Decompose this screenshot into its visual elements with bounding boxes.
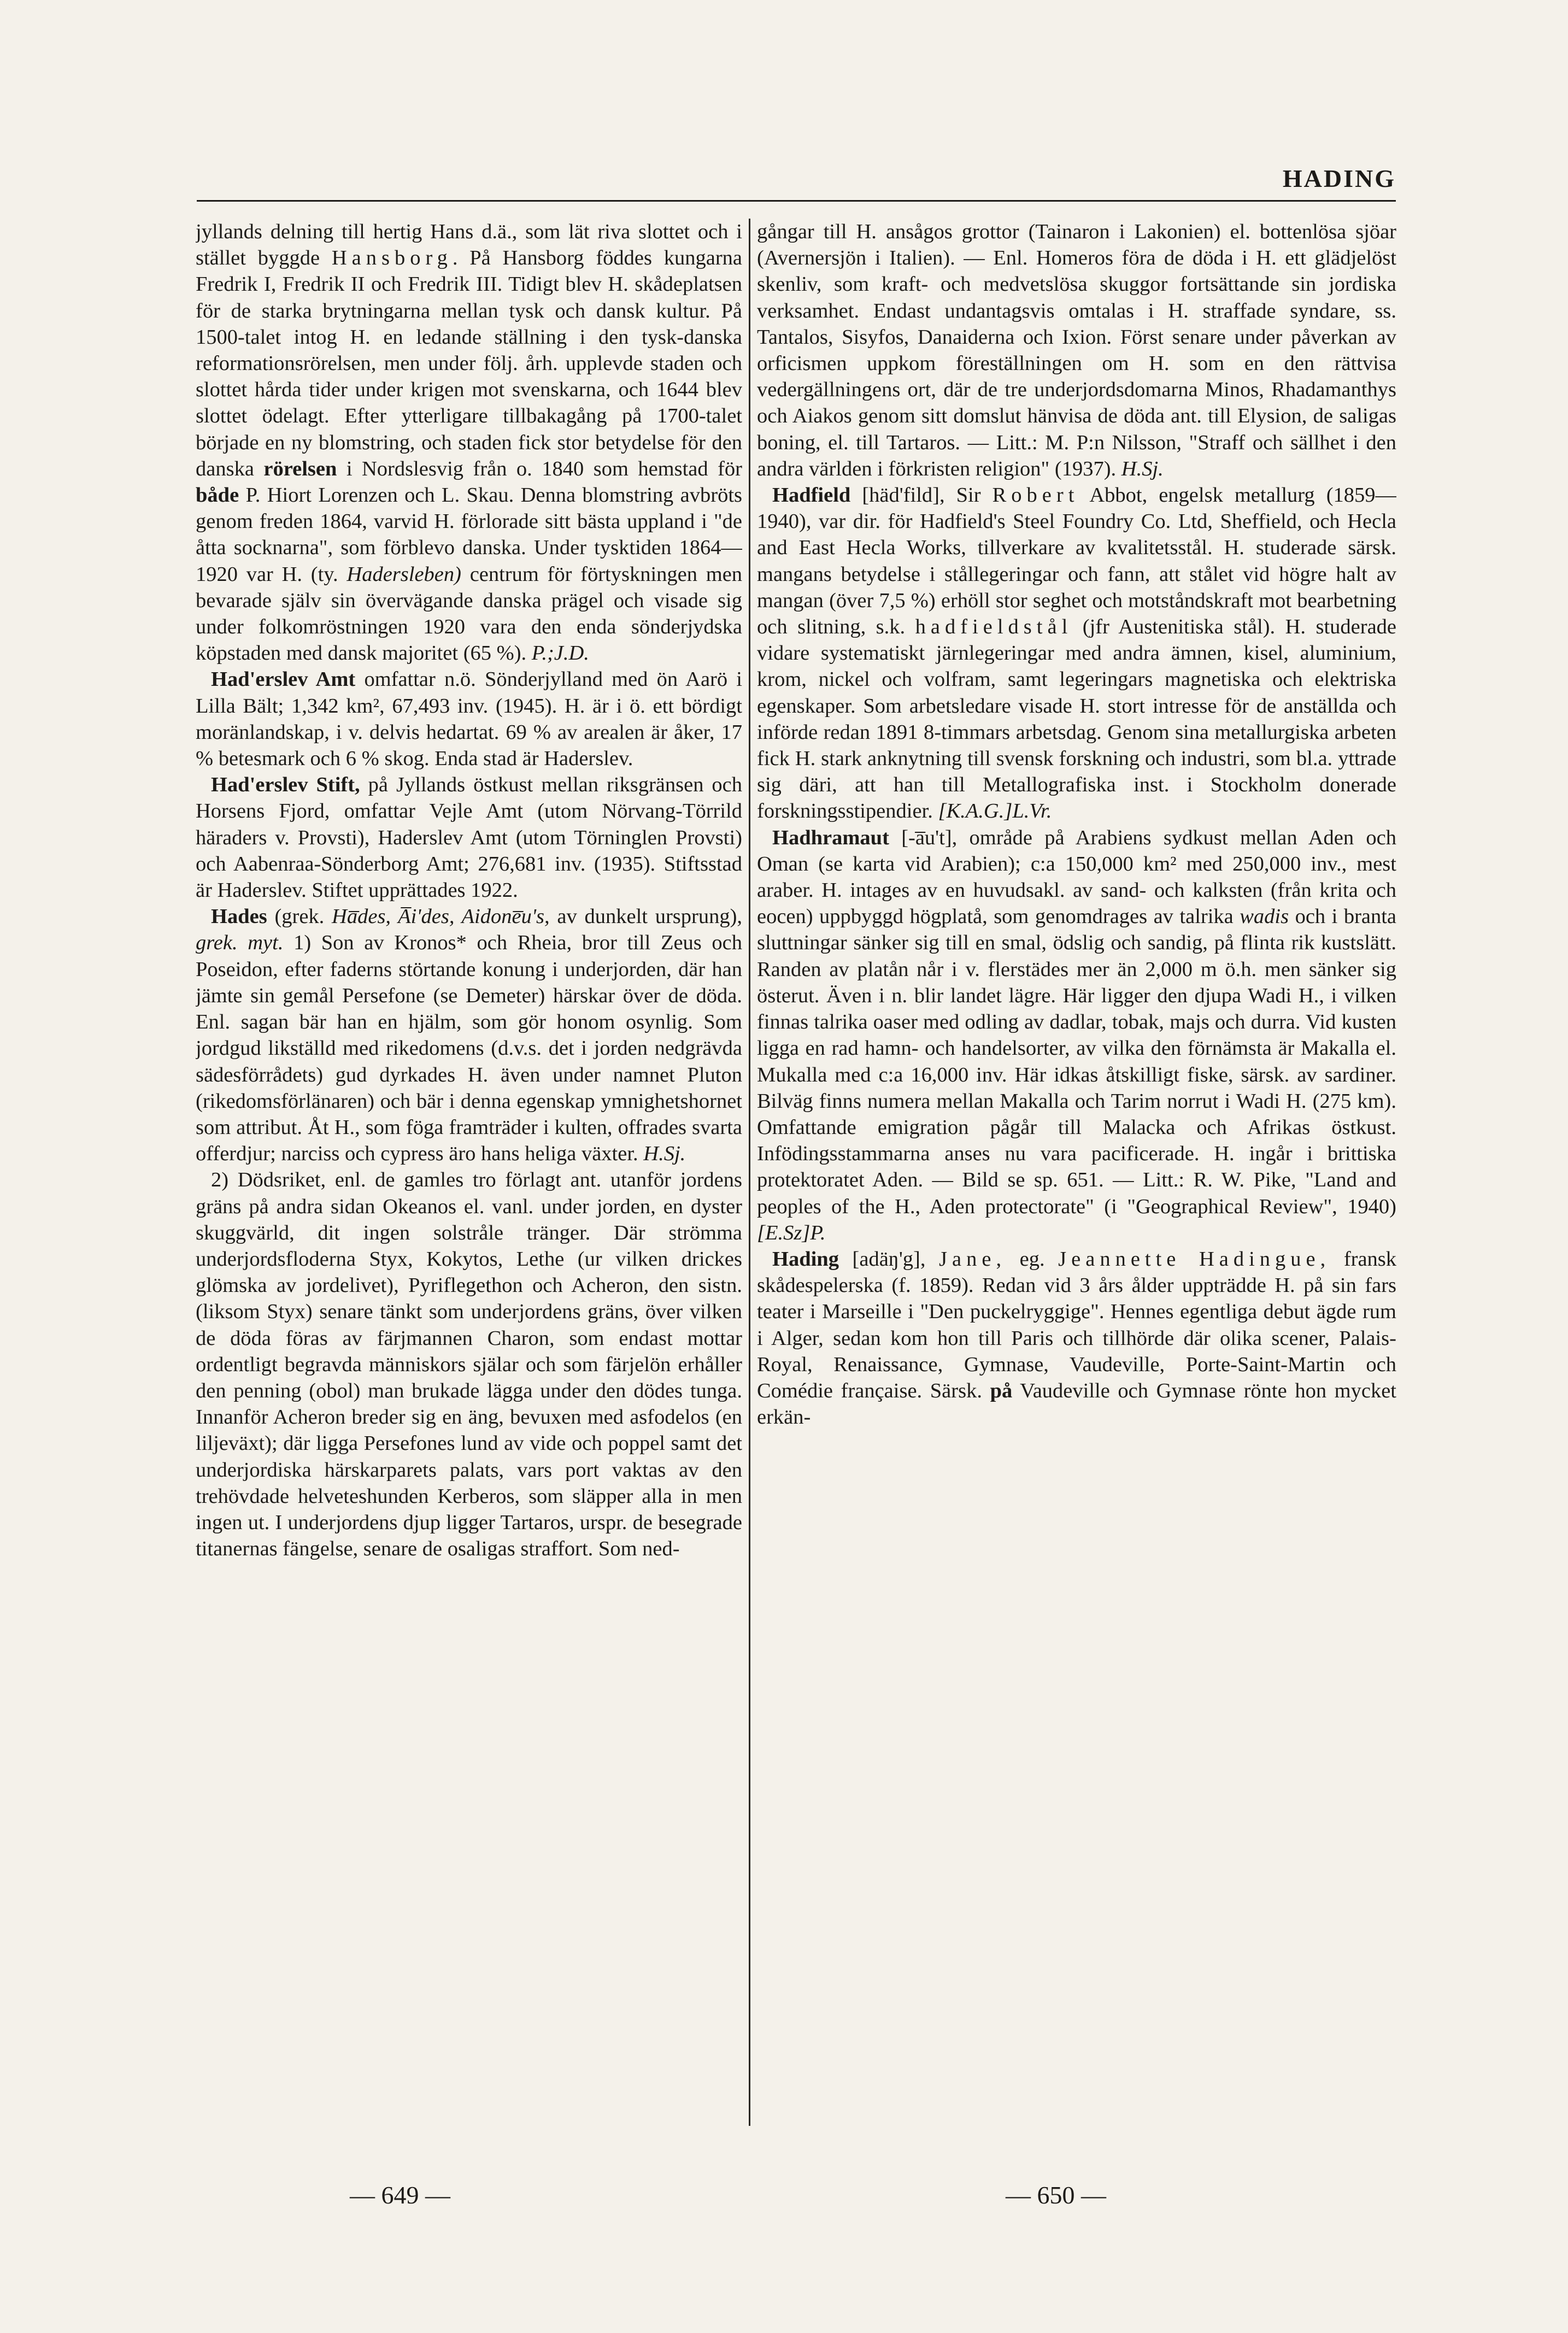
author-signature: [E.Sz]P.: [757, 1221, 826, 1244]
entry-text: och i branta sluttningar sänker sig till en smal, ödslig och sandig, på flinta rik kustslätt. Randen av platån når i v. flerstädes mer än 2,000 m ö.h. men sänker sig österut. Även i n. blir landet lägre. Här ligger den djupa Wadi H., i vilken finnas talrika oaser med odling av dadlar, tobak, majs och durra. Vid kusten ligga en rad hamn- och handelsorter, av vilka den förnämsta är Makalla el. Mukalla med c:a 16,000 inv. Här idkas åtskilligt fiske, särsk. av sardiner. Bilväg finns numera mellan Makalla och Tarim norrut i Wadi H. (275 km). Omfattande emigration pågår till Malacka och Afrikas östkust. Infödingsstammarna anses nu vara pacificerade. H. ingår i brittiska protektoratet Aden. — Bild se sp. 651. — Litt.: R. W. Pike, "Land and peoples of the H., Aden protectorate" (i "Geographical Review", 1940): [757, 905, 1396, 1218]
entry-text: på Jyllands östkust mellan riksgränsen och Horsens Fjord, omfattar Vejle Amt (utom Nörvang-Törrild häraders v. Provsti), Haderslev Amt (utom Törninglen Provsti) och Aabenraa-Sönderborg Amt; 276,681 inv. (1935). Stiftsstad är Haderslev. Stiftet upprättades 1922.: [196, 773, 742, 902]
entry-haderslev-continued: [196, 219, 742, 666]
italic-term: grek. myt.: [196, 931, 284, 955]
spaced-term: hadfieldstål: [915, 615, 1073, 639]
entry-text: (jfr Austenitiska stål). H. studerade vidare systematiskt järnlegeringar med andra ämnen, kisel, aluminium, krom, nickel och volfram, samt legeringars magnetiska och elektriska egenskaper. Som arbetsledare visade H. stort intresse för de anställda och införde redan 1891 8-timmars arbetsdag. Genom sina metallurgiska arbeten fick H. stark anknytning till svensk forskning och industri, som bl.a. yttrade sig däri, att han till Metallografiska inst. i Stockholm donerade forskningsstipendier.: [757, 615, 1396, 823]
left-column: [196, 219, 742, 2148]
right-column: [757, 219, 1396, 2148]
entry-text: 1) Son av Kronos* och Rheia, bror till Zeus och Poseidon, efter faderns störtande konung i underjorden, där han jämte sin gemål Persefone (se Demeter) härskar över de döda. Enl. sagan bär han en hjälm, som gör honom osynlig. Som jordgud likställd med rikedomens (d.v.s. det i jorden nedgrävda sädesförrådets) gud dyrkades H. även under namnet Pluton (rikedomsförlänaren) och bär i denna egenskap ymnighetshornet som attribut. Åt H., som föga framträder i kulten, offrades svarta offerdjur; narciss och cypress äro hans heliga växter.: [196, 931, 742, 1166]
entry-text: jyllands delning till hertig Hans d.ä., som lät riva slottet och i stället byggde: [196, 220, 742, 270]
bold-term: rörelsen: [263, 457, 337, 480]
author-signature: [K.A.G.]L.Vr.: [938, 800, 1052, 823]
spaced-term: Jeannette Hadingue,: [1058, 1247, 1331, 1271]
entry-headword: Hades: [211, 905, 267, 929]
italic-term: Hadersleben): [347, 562, 461, 586]
entry-text: [-a̅u't], område på Arabiens sydkust mellan Aden och Oman (se karta vid Arabien); c:a 150,000 km² med 250,000 inv., mest araber. H. intages av en huvudsakl. av sand- och kalksten (från krita och eocen) uppbyggd högplatå, som genomdrages av talrika: [757, 826, 1396, 929]
bold-term: på: [990, 1379, 1013, 1402]
page-number-right: — 650 —: [1006, 2181, 1106, 2209]
entry-hades-2: [196, 1167, 742, 1562]
author-signature: H.Sj.: [1121, 457, 1164, 480]
entry-headword: Hadfield: [772, 484, 851, 507]
entry-text: eg.: [1019, 1247, 1045, 1271]
page-number-left: — 649 —: [350, 2181, 450, 2209]
header-rule: [197, 200, 1396, 202]
entry-headword: Hadhramaut: [772, 826, 889, 849]
entry-hades: [196, 903, 742, 1167]
entry-text: av dunkelt ursprung),: [557, 905, 742, 929]
entry-text: [häd'fild], Sir: [862, 484, 981, 507]
entry-haderslev-stift: [196, 772, 742, 903]
entry-text: P. Hiort Lorenzen och L. Skau. Denna blomstring avbröts genom freden 1864, varvid H. förlorade sitt bästa uppland i "de åtta socknarna", som förblevo danska. Under tysktiden 1864—1920 var H. (ty.: [196, 484, 742, 586]
entry-text: fransk skådespelerska (f. 1859). Redan vid 3 års ålder uppträdde H. på sin fars teater i Marseille i "Den puckelryggige". Hennes egentliga debut ägde rum i Alger, sedan kom hon till Paris och tillhörde där olika scener, Palais-Royal, Renaissance, Gymnase, Vaudeville, Porte-Saint-Martin och Comédie française. Särsk.: [757, 1247, 1396, 1402]
running-head: HADING: [1282, 164, 1396, 192]
entry-text: i Nordslesvig från o. 1840 som hemstad för: [346, 457, 742, 480]
entry-hading: [757, 1246, 1396, 1430]
column-divider: [749, 219, 750, 2126]
entry-text: (grek.: [274, 905, 325, 929]
entry-text: centrum för förtyskningen men bevarade själv sin övervägande danska prägel och visade sig under folkomröstningen 1920 vara den enda sönderjydska köpstaden med dansk majoritet (65 %).: [196, 562, 742, 665]
entry-hadhramaut: [757, 825, 1396, 1246]
entry-hades-continued: [757, 219, 1396, 482]
bold-term: både: [196, 484, 239, 507]
entry-text: omfattar n.ö. Sönderjylland med ön Aarö i Lilla Bält; 1,342 km², 67,493 inv. (1945). H. är i ö. ett bördigt moränlandskap, i v. delvis hedartat. 69 % av arealen är åker, 17 % betesmark och 6 % skog. Enda stad är Haderslev.: [196, 668, 742, 771]
spaced-term: Hansborg: [331, 246, 453, 270]
spaced-term: Robert: [992, 484, 1079, 507]
entry-text: Vaudeville och Gymnase rönte hon mycket erkän-: [757, 1379, 1396, 1429]
author-signature: H.Sj.: [643, 1142, 686, 1166]
spaced-term: Jane,: [939, 1247, 1007, 1271]
entry-headword: Had'erslev Amt: [211, 668, 356, 691]
author-signature: P.;J.D.: [531, 642, 589, 665]
entry-text: 2) Dödsriket, enl. de gamles tro förlagt ant. utanför jordens gräns på andra sidan Okeanos el. vanl. under jorden, en dyster skuggvärld, dit ingen solstråle tränger. Där strömma underjordsfloderna Styx, Kokytos, Lethe (ur vilken drickes glömska av jordelivet), Pyriflegethon och Acheron, den sistn. (liksom Styx) senare tänkt som underjordens gräns, över vilken de döda föras av färjmannen Charon, som endast mottar ordentligt begravda människors själar och som färjelön erhåller den penning (obol) man brukade lägga under den dödes tunga. Innanför Acheron breder sig en äng, bevuxen med asfodelos (en liljeväxt); där ligga Persefones lund av vide och poppel samt det underjordiska härskarparets palats, vars port vaktas av den trehövdade helveteshunden Kerberos, som släpper alla in men ingen ut. I underjordens djup ligger Tartaros, urspr. de besegrade titanernas fängelse, senare de osaligas straffort. Som ned-: [196, 1168, 742, 1561]
entry-text: Abbot, engelsk metallurg (1859—1940), var dir. för Hadfield's Steel Foundry Co. Ltd, Sheffield, och Hecla and East Hecla Works, tillverkare av kvalitetsstål. H. studerade särsk. mangans betydelse i stållegeringar och fann, att stålet vid högre halt av mangan (över 7,5 %) erhöll stor seghet och motståndskraft mot bearbetning och slitning, s.k.: [757, 484, 1396, 639]
entry-headword: Had'erslev Stift,: [211, 773, 360, 797]
entry-hadfield: [757, 482, 1396, 825]
italic-term: Ha̅des, A̅i'des, Aidone̅u's,: [332, 905, 550, 929]
italic-term: wadis: [1240, 905, 1289, 929]
entry-headword: Hading: [772, 1247, 839, 1271]
entry-text: [adäŋ'g],: [852, 1247, 926, 1271]
entry-text: . På Hansborg föddes kungarna Fredrik I, Fredrik II och Fredrik III. Tidigt blev H. skådeplatsen för de starka brytningarna mellan tysk och dansk kultur. På 1500-talet intog H. en ledande ställning i den tysk-danska reformationsrörelsen, men under följ. årh. upplevde staden och slottet hårda tider under krigen mot svenskarna, och 1644 blev slottet ödelagt. Efter ytterligare tillbakagång på 1700-talet började en ny blomstring, och staden fick stor betydelse för den danska: [196, 246, 742, 480]
entry-text: gångar till H. ansågos grottor (Tainaron i Lakonien) el. bottenlösa sjöar (Avernersjön i Italien). — Enl. Homeros föra de döda i H. ett glädjelöst skenliv, som kraft- och medvetslösa skuggor fortsättande sin jordiska verksamhet. Endast undantagsvis omtalas i H. straffade syndare, ss. Tantalos, Sisyfos, Danaiderna och Ixion. Först senare under påverkan av orficismen uppkom föreställningen om H. som en den rättvisa vedergällningens ort, där de tre underjordsdomarna Minos, Rhadamanthys och Aiakos genom sitt domslut hänvisa de döda ant. till Elysion, de saligas boning, el. till Tartaros. — Litt.: M. P:n Nilsson, "Straff och sällhet i den andra världen i förkristen religion" (1937).: [757, 220, 1396, 480]
entry-haderslev-amt: [196, 666, 742, 772]
